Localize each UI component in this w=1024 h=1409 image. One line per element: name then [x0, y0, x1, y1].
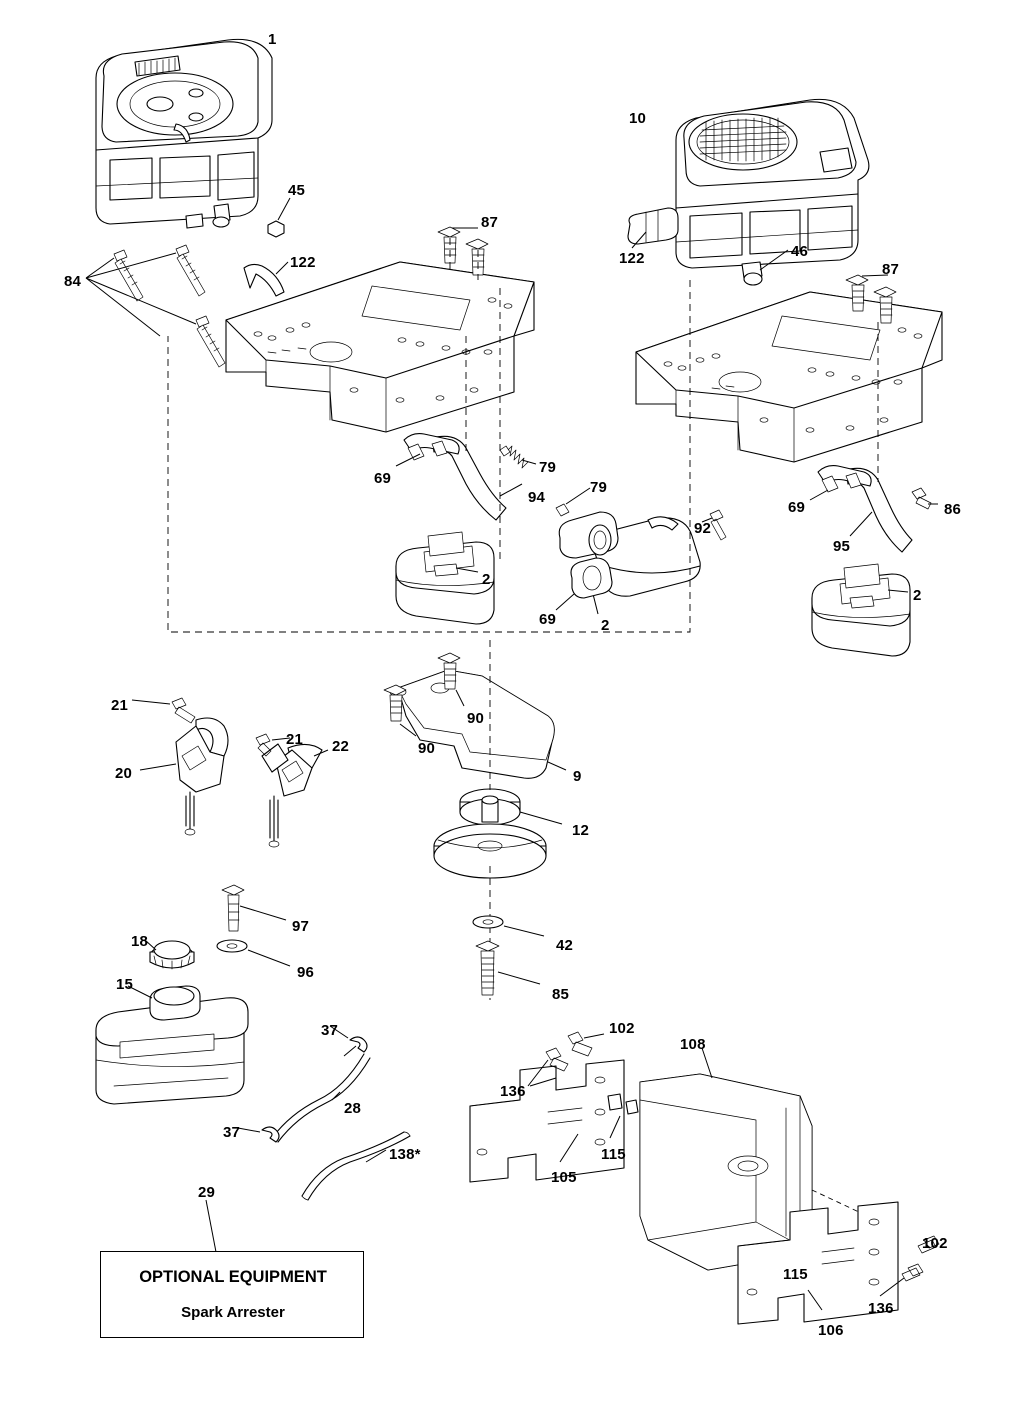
- callout-122-right: 122: [619, 250, 645, 267]
- plate-105: [470, 1060, 624, 1182]
- callout-22: 22: [332, 738, 350, 755]
- callout-97: 97: [292, 918, 310, 935]
- callout-95: 95: [833, 538, 851, 555]
- part-45-nut: [268, 198, 290, 237]
- fuel-hose-28: [238, 1026, 370, 1142]
- callout-45: 45: [288, 182, 306, 199]
- callout-136-upper: 136: [500, 1083, 526, 1100]
- callout-46: 46: [791, 243, 809, 260]
- washer-42: [473, 916, 544, 936]
- callout-87-right: 87: [882, 261, 900, 278]
- callout-12: 12: [572, 822, 590, 839]
- callout-79-b: 79: [590, 479, 608, 496]
- callout-2-center: 2: [601, 617, 610, 634]
- callout-90-a: 90: [418, 740, 436, 757]
- callout-90-b: 90: [467, 710, 485, 727]
- bolt-97: [222, 885, 286, 931]
- callout-69-right: 69: [788, 499, 806, 516]
- part-122-bracket-left: [244, 262, 288, 296]
- bolt-86: [912, 488, 938, 509]
- callout-108: 108: [680, 1036, 706, 1053]
- callout-28: 28: [344, 1100, 362, 1117]
- callout-105: 105: [551, 1169, 577, 1186]
- callout-2-left: 2: [482, 571, 491, 588]
- callout-84: 84: [64, 273, 82, 290]
- callout-102-lower: 102: [922, 1235, 948, 1252]
- callout-102-upper: 102: [609, 1020, 635, 1037]
- callout-136-lower: 136: [868, 1300, 894, 1317]
- muffler-2-right: [812, 564, 910, 656]
- callout-85: 85: [552, 986, 570, 1003]
- washer-96: [217, 940, 290, 966]
- bolt-85: [476, 941, 540, 995]
- callout-86: 86: [944, 501, 962, 518]
- callout-42: 42: [556, 937, 574, 954]
- fuel-cap-18: [145, 940, 194, 969]
- callout-69-lower: 69: [539, 611, 557, 628]
- callout-10: 10: [629, 110, 647, 127]
- callout-106: 106: [818, 1322, 844, 1339]
- optional-equipment-title: OPTIONAL EQUIPMENT: [139, 1268, 327, 1286]
- lever-20-assembly: [132, 698, 228, 835]
- bolt-102-upper: [568, 1032, 604, 1056]
- engine-assembly-1: [96, 39, 272, 228]
- leader-29: [206, 1200, 216, 1252]
- callout-20: 20: [115, 765, 133, 782]
- engine-assembly-10: [628, 99, 869, 285]
- callout-37-lower: 37: [223, 1124, 241, 1141]
- lever-21-22-assembly: [256, 734, 328, 847]
- callout-37-upper: 37: [321, 1022, 339, 1039]
- muffler-2-left: [396, 532, 494, 624]
- callout-29: 29: [198, 1184, 216, 1201]
- hose-138: [302, 1132, 410, 1200]
- callout-115-upper: 115: [601, 1146, 626, 1163]
- callout-2-right: 2: [913, 587, 922, 604]
- chassis-panel-right: [636, 292, 942, 462]
- callout-94: 94: [528, 489, 546, 506]
- callout-92: 92: [694, 520, 712, 537]
- callout-138: 138*: [389, 1146, 421, 1163]
- callout-96: 96: [297, 964, 315, 981]
- callout-69-left: 69: [374, 470, 392, 487]
- spring-79-upper: [500, 446, 536, 468]
- fuel-tank-15: [96, 940, 248, 1104]
- callout-79-a: 79: [539, 459, 557, 476]
- optional-equipment-box: [100, 1251, 364, 1338]
- callout-122-left: 122: [290, 254, 316, 271]
- bolts-84: [86, 245, 225, 367]
- optional-equipment-subtitle: Spark Arrester: [181, 1304, 285, 1321]
- callout-9: 9: [573, 768, 582, 785]
- callout-115-lower: 115: [783, 1266, 808, 1283]
- callout-15: 15: [116, 976, 134, 993]
- clamp-37-lower: [238, 1127, 279, 1142]
- callout-18: 18: [131, 933, 149, 950]
- callout-87-left: 87: [481, 214, 499, 231]
- callout-1: 1: [268, 31, 277, 48]
- callout-21-b: 21: [286, 731, 304, 748]
- callout-21-a: 21: [111, 697, 129, 714]
